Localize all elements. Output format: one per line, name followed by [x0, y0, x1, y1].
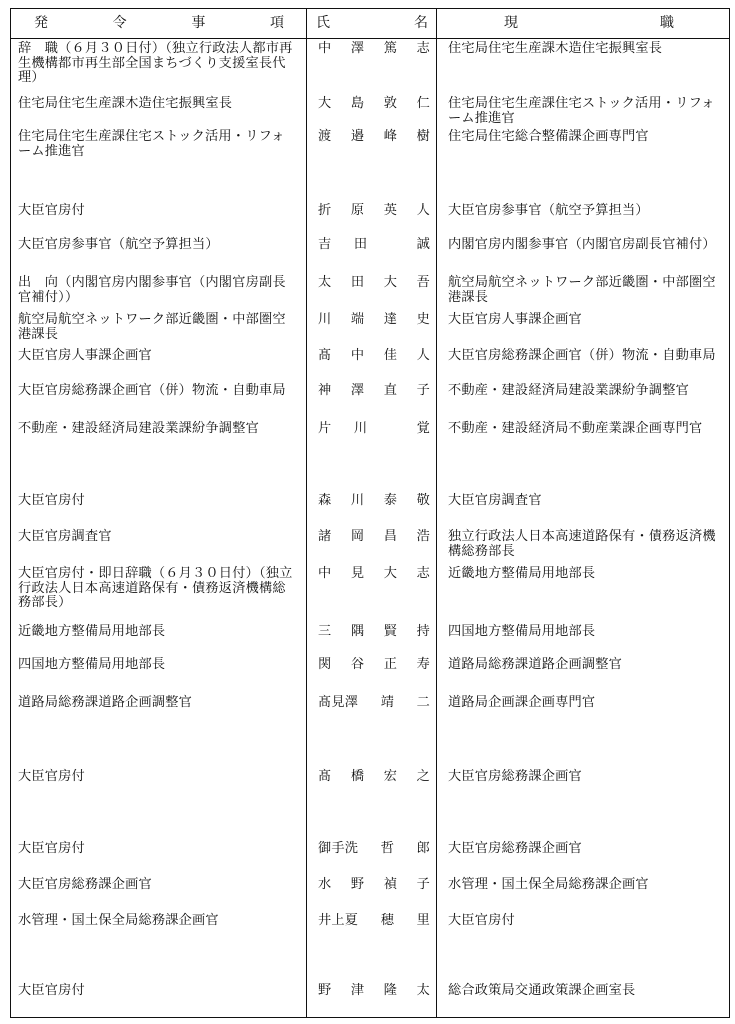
- name-part: 里: [416, 913, 430, 928]
- name-cell: [318, 696, 430, 711]
- name-cell: [318, 625, 430, 640]
- current-post-cell: 不動産・建設経済局不動産業課企画専門官: [448, 421, 703, 436]
- current-post-cell: 住宅局住宅生産課住宅ストック活用・リフォーム推進官: [448, 96, 715, 126]
- name-char: [390, 238, 394, 253]
- name-char: 峰: [383, 129, 398, 144]
- name-char: 篤: [383, 41, 398, 56]
- name-part: 哲: [380, 841, 395, 856]
- name-part: 穂: [380, 913, 395, 928]
- name-cell: [318, 349, 430, 364]
- name-char: 隆: [383, 983, 398, 998]
- name-char: 佳: [383, 348, 398, 363]
- name-char: 寿: [416, 657, 430, 672]
- name-cell: [318, 494, 430, 509]
- name-char: 中: [318, 41, 332, 56]
- name-char: 原: [350, 203, 365, 218]
- header-char: 事: [191, 15, 206, 31]
- current-post-cell: 大臣官房人事課企画官: [448, 312, 582, 327]
- name-cell: [318, 658, 430, 673]
- header-order: [34, 8, 284, 38]
- name-char: 田: [353, 237, 368, 252]
- name-char: 昌: [383, 529, 398, 544]
- current-post-cell: 四国地方整備局用地部長: [448, 624, 596, 639]
- order-cell: 住宅局住宅生産課木造住宅振興室長: [18, 96, 233, 111]
- name-char: 持: [416, 624, 430, 639]
- current-post-cell: 道路局総務課道路企画調整官: [448, 657, 623, 672]
- order-cell: 大臣官房付: [18, 493, 85, 508]
- name-char: 太: [318, 275, 332, 290]
- name-char: 子: [416, 383, 430, 398]
- current-post-cell: 近畿地方整備局用地部長: [448, 566, 596, 581]
- current-post-cell: 大臣官房参事官（航空予算担当）: [448, 203, 649, 218]
- name-cell: [318, 42, 430, 57]
- name-char: 隅: [350, 624, 365, 639]
- order-cell: 大臣官房参事官（航空予算担当）: [18, 237, 219, 252]
- name-cell: [318, 97, 430, 112]
- header-divider: [10, 38, 730, 39]
- order-cell: 大臣官房人事課企画官: [18, 348, 152, 363]
- name-part: 靖: [380, 695, 395, 710]
- name-part: 髙見澤: [318, 695, 359, 710]
- header-char: 項: [269, 15, 284, 31]
- name-char: 川: [350, 493, 365, 508]
- name-cell: [318, 313, 430, 328]
- current-post-cell: 総合政策局交通政策課企画室長: [448, 983, 636, 998]
- name-char: 川: [318, 312, 332, 327]
- name-char: 大: [383, 566, 398, 581]
- current-post-cell: 独立行政法人日本高速道路保有・債務返済機構総務部長: [448, 529, 716, 559]
- name-char: 志: [416, 566, 430, 581]
- name-char: 大: [318, 96, 332, 111]
- name-char: 吾: [416, 275, 430, 290]
- order-cell: 出 向（内閣官房内閣参事官（内閣官房副長官補付））: [18, 275, 286, 305]
- name-char: 泰: [383, 493, 398, 508]
- name-char: 覚: [416, 421, 430, 436]
- current-post-cell: 大臣官房総務課企画官（併）物流・自動車局: [448, 348, 716, 363]
- order-cell: 大臣官房付: [18, 203, 85, 218]
- order-cell: 大臣官房総務課企画官（併）物流・自動車局: [18, 383, 286, 398]
- name-char: 吉: [318, 237, 332, 252]
- name-char: 中: [350, 348, 365, 363]
- name-char: 太: [416, 983, 430, 998]
- current-post-cell: 住宅局住宅生産課木造住宅振興室長: [448, 41, 663, 56]
- name-char: 髙: [318, 769, 332, 784]
- name-cell: [318, 238, 430, 253]
- name-cell: [318, 567, 430, 582]
- name-char: 三: [318, 624, 332, 639]
- name-cell: [318, 384, 430, 399]
- name-cell: [318, 984, 430, 999]
- name-char: 宏: [383, 769, 398, 784]
- order-cell: 大臣官房付: [18, 983, 85, 998]
- name-part: 井上夏: [318, 913, 359, 928]
- name-char: 仁: [416, 96, 430, 111]
- header-current-post: [504, 8, 674, 38]
- name-cell: [318, 530, 430, 545]
- current-post-cell: 大臣官房付: [448, 913, 515, 928]
- order-cell: 水管理・国土保全局総務課企画官: [18, 913, 219, 928]
- name-char: 澤: [350, 41, 365, 56]
- order-cell: 大臣官房調査官: [18, 529, 112, 544]
- name-char: 森: [318, 493, 332, 508]
- name-cell: [318, 276, 430, 291]
- name-char: 史: [416, 312, 430, 327]
- name-char: 敬: [416, 493, 430, 508]
- name-char: 諸: [318, 529, 332, 544]
- name-char: 直: [383, 383, 398, 398]
- order-cell: 辞 職（６月３０日付）（独立行政法人都市再生機構都市再生部全国まちづくり支援室長代理）: [18, 41, 293, 85]
- order-cell: 大臣官房付: [18, 769, 85, 784]
- name-char: 見: [350, 566, 365, 581]
- order-cell: 住宅局住宅生産課住宅ストック活用・リフォーム推進官: [18, 129, 285, 159]
- current-post-cell: 水管理・国土保全局総務課企画官: [448, 877, 649, 892]
- name-char: 島: [350, 96, 365, 111]
- column-divider: [436, 8, 437, 1018]
- name-char: 浩: [416, 529, 430, 544]
- name-char: 之: [416, 769, 430, 784]
- name-char: 水: [318, 877, 332, 892]
- name-char: 誠: [416, 237, 430, 252]
- table-frame: [10, 8, 730, 1018]
- header-name: [316, 8, 428, 38]
- name-char: 達: [383, 312, 398, 327]
- name-char: 片: [318, 421, 332, 436]
- name-char: 端: [350, 312, 365, 327]
- order-cell: 道路局総務課道路企画調整官: [18, 695, 193, 710]
- name-char: 川: [353, 421, 368, 436]
- name-cell: [318, 914, 430, 929]
- name-char: 敦: [383, 96, 398, 111]
- current-post-cell: 内閣官房内閣参事官（内閣官房副長官補付）: [448, 237, 716, 252]
- current-post-cell: 大臣官房調査官: [448, 493, 542, 508]
- name-char: 津: [350, 983, 365, 998]
- header-char: 職: [660, 15, 674, 31]
- name-char: 神: [318, 383, 332, 398]
- current-post-cell: 航空局航空ネットワーク部近畿圏・中部圏空港課長: [448, 275, 716, 305]
- name-char: 渡: [318, 129, 332, 144]
- name-char: 澤: [350, 383, 365, 398]
- name-char: 人: [416, 348, 430, 363]
- name-char: 野: [318, 983, 332, 998]
- header-char: 発: [34, 15, 48, 31]
- name-part: 御手洗: [318, 841, 359, 856]
- name-char: 野: [350, 877, 365, 892]
- order-cell: 航空局航空ネットワーク部近畿圏・中部圏空港課長: [18, 312, 286, 342]
- name-char: 賢: [383, 624, 398, 639]
- name-cell: [318, 770, 430, 785]
- order-cell: 近畿地方整備局用地部長: [18, 624, 166, 639]
- name-char: 髙: [318, 348, 332, 363]
- personnel-table: [10, 8, 732, 1020]
- current-post-cell: 住宅局住宅総合整備課企画専門官: [448, 129, 649, 144]
- column-divider: [306, 8, 307, 1018]
- name-char: 中: [318, 566, 332, 581]
- name-cell: [318, 842, 430, 857]
- name-char: 禎: [383, 877, 398, 892]
- name-char: 子: [416, 877, 430, 892]
- name-char: 岡: [350, 529, 365, 544]
- name-char: 人: [416, 203, 430, 218]
- name-char: 田: [350, 275, 365, 290]
- name-char: 正: [383, 657, 398, 672]
- order-cell: 四国地方整備局用地部長: [18, 657, 166, 672]
- order-cell: 不動産・建設経済局建設業課紛争調整官: [18, 421, 259, 436]
- name-char: 大: [383, 275, 398, 290]
- name-part: 郎: [416, 841, 430, 856]
- header-char: 名: [414, 15, 428, 31]
- name-char: 英: [383, 203, 398, 218]
- order-cell: 大臣官房付・即日辞職（６月３０日付）（独立行政法人日本高速道路保有・債務返済機構総務部長）: [18, 566, 293, 610]
- name-char: [390, 422, 394, 437]
- name-char: 折: [318, 203, 332, 218]
- name-cell: [318, 130, 430, 145]
- order-cell: 大臣官房付: [18, 841, 85, 856]
- name-char: 谷: [350, 657, 365, 672]
- header-char: 現: [504, 15, 518, 31]
- name-char: 邉: [350, 129, 365, 144]
- name-cell: [318, 204, 430, 219]
- current-post-cell: 大臣官房総務課企画官: [448, 769, 582, 784]
- header-char: 令: [112, 15, 127, 31]
- name-part: 二: [416, 695, 430, 710]
- current-post-cell: 大臣官房総務課企画官: [448, 841, 582, 856]
- current-post-cell: 道路局企画課企画専門官: [448, 695, 596, 710]
- header-char: 氏: [316, 15, 330, 31]
- name-char: 関: [318, 657, 332, 672]
- name-cell: [318, 422, 430, 437]
- name-char: 志: [416, 41, 430, 56]
- order-cell: 大臣官房総務課企画官: [18, 877, 152, 892]
- current-post-cell: 不動産・建設経済局建設業課紛争調整官: [448, 383, 689, 398]
- name-char: 橋: [350, 769, 365, 784]
- name-char: 樹: [416, 129, 430, 144]
- name-cell: [318, 878, 430, 893]
